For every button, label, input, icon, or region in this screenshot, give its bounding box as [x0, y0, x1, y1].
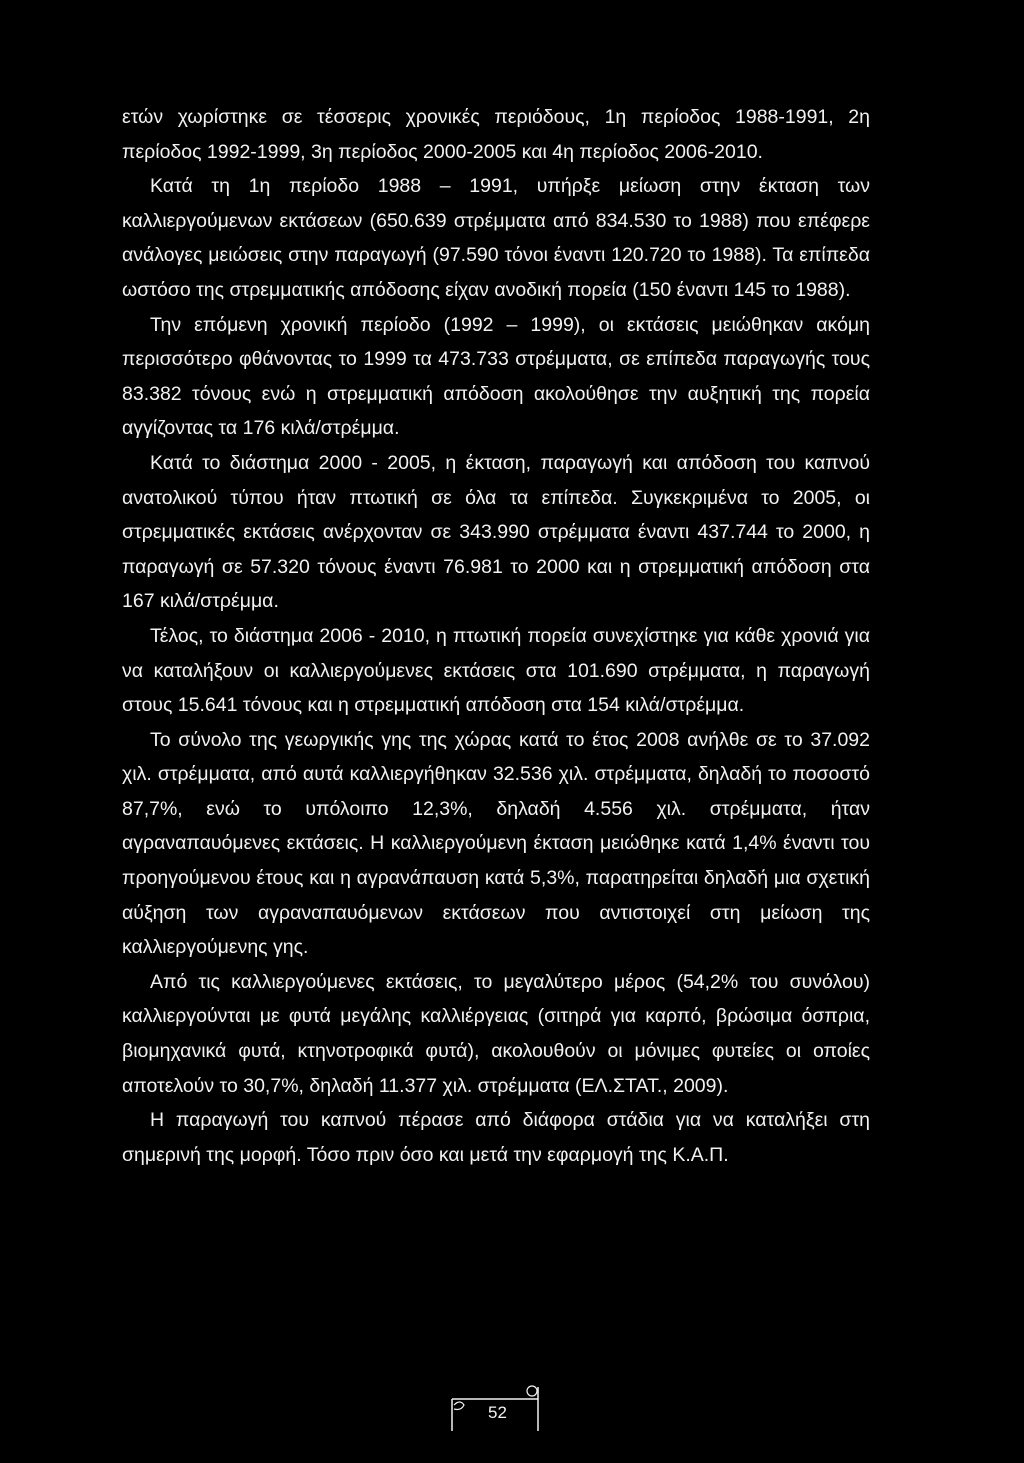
- paragraph-1: ετών χωρίστηκε σε τέσσερις χρονικές περιόδους, 1η περίοδος 1988-1991, 2η περίοδος 1992-1999, 3η περίοδος 2000-2005 και 4η περίοδος 2006-2010.: [122, 106, 870, 163]
- paragraph-8: Η παραγωγή του καπνού πέρασε από διάφορα στάδια για να καταλήξει στη σημερινή της μορφή. Τόσο πριν όσο και μετά την εφαρμογή της Κ.Α.Π.: [122, 1109, 870, 1166]
- body-text: [122, 100, 870, 1172]
- paragraph-5: Τέλος, το διάστημα 2006 - 2010, η πτωτική πορεία συνεχίστηκε για κάθε χρονιά για να καταλήξουν οι καλλιεργούμενες εκτάσεις στα 101.690 στρέμματα, η παραγωγή στους 15.641 τόνους και η στρεμματική απόδοση στα 154 κιλά/στρέμμα.: [122, 624, 870, 717]
- paragraph-2: Κατά τη 1η περίοδο 1988 – 1991, υπήρξε μείωση στην έκταση των καλλιεργούμενων εκτάσεων (650.639 στρέμματα από 834.530 το 1988) που επέφερε ανάλογες μειώσεις στην παραγωγή (97.590 τόνοι έναντι 120.720 το 1988). Τα επίπεδα ωστόσο της στρεμματικής απόδοσης είχαν ανοδική πορεία (150 έναντι 145 το 1988).: [122, 175, 870, 301]
- page-number: 52: [488, 1403, 507, 1422]
- paragraph-3: Την επόμενη χρονική περίοδο (1992 – 1999), οι εκτάσεις μειώθηκαν ακόμη περισσότερο φθάνοντας το 1999 τα 473.733 στρέμματα, σε επίπεδα παραγωγής τους 83.382 τόνους ενώ η στρεμματική απόδοση ακολούθησε την αυξητική της πορεία αγγίζοντας τα 176 κιλά/στρέμμα.: [122, 313, 870, 440]
- paragraph-6: Το σύνολο της γεωργικής γης της χώρας κατά το έτος 2008 ανήλθε σε το 37.092 χιλ. στρέμματα, από αυτά καλλιεργήθηκαν 32.536 χιλ. στρέμματα, δηλαδή το ποσοστό 87,7%, ενώ το υπόλοιπο 12,3%, δηλαδή 4.556 χιλ. στρέμματα, ήταν αγραναπαυόμενες εκτάσεις. Η καλλιεργούμενη έκταση μειώθηκε κατά 1,4% έναντι του προηγούμενου έτους και η αγρανάπαυση κατά 5,3%, παρατηρείται δηλαδή μια σχετική αύξηση των αγραναπαυόμενων εκτάσεων που αντιστοιχεί στη μείωση της καλλιεργούμενης γης.: [122, 728, 870, 959]
- paragraph-4: Κατά το διάστημα 2000 - 2005, η έκταση, παραγωγή και απόδοση του καπνού ανατολικού τύπου ήταν πτωτική σε όλα τα επίπεδα. Συγκεκριμένα το 2005, οι στρεμματικές εκτάσεις ανέρχονταν σε 343.990 στρέμματα έναντι 437.744 το 2000, η παραγωγή σε 57.320 τόνους έναντι 76.981 το 2000 και η στρεμματική απόδοση στα 167 κιλά/στρέμμα.: [122, 451, 870, 613]
- page-number-frame: [448, 1383, 544, 1435]
- paragraph-7: Από τις καλλιεργούμενες εκτάσεις, το μεγαλύτερο μέρος (54,2% του συνόλου) καλλιεργούνται με φυτά μεγάλης καλλιέργειας (σιτηρά για καρπό, βρώσιμα όσπρια, βιομηχανικά φυτά, κτηνοτροφικά φυτά), ακολουθούν οι μόνιμες φυτείες οι οποίες αποτελούν το 30,7%, δηλαδή 11.377 χιλ. στρέμματα (ΕΛ.ΣΤΑΤ., 2009).: [122, 970, 870, 1097]
